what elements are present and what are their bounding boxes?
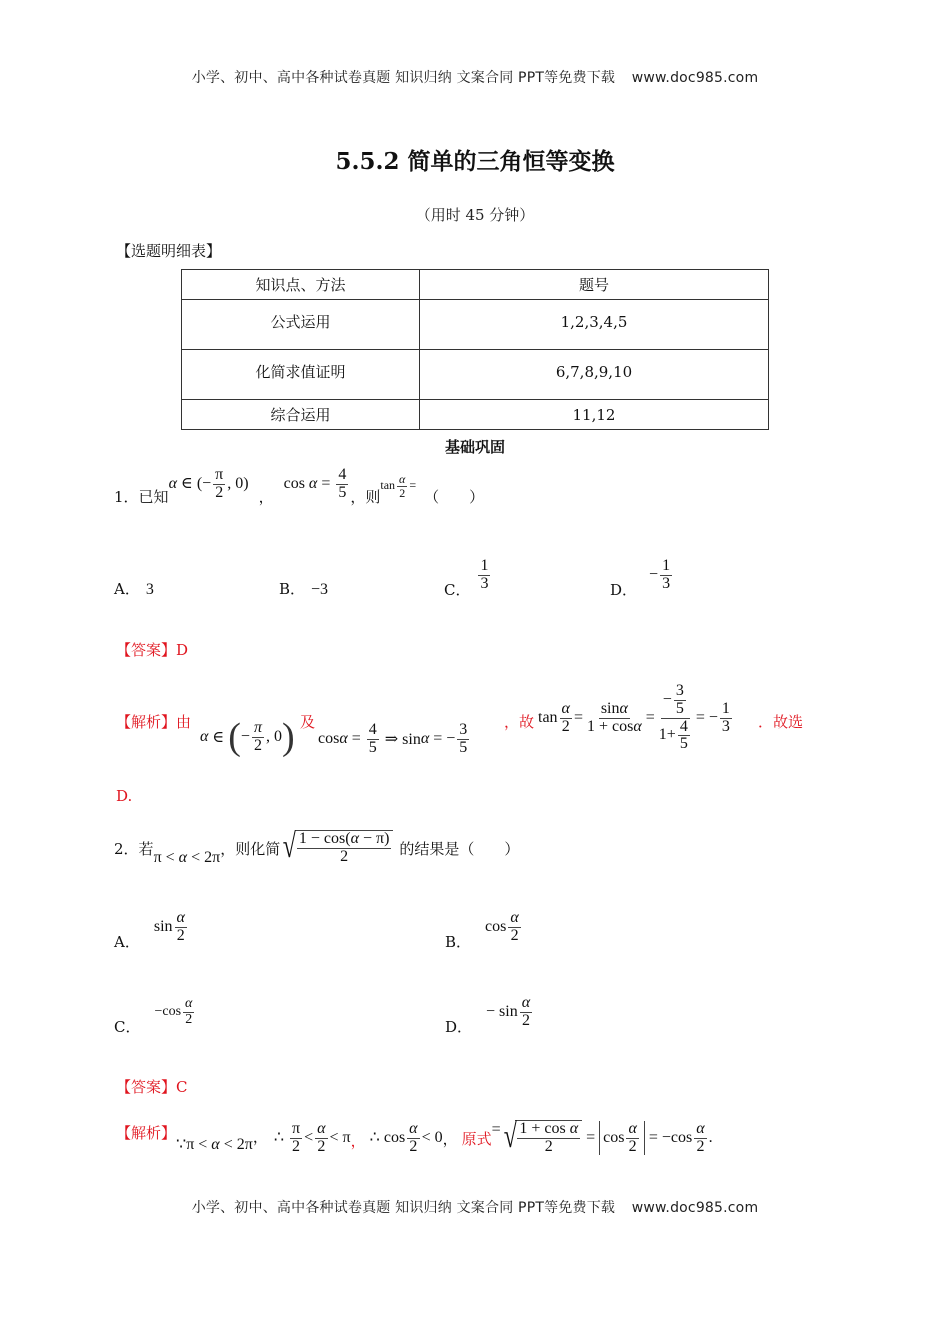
table-header-row <box>182 270 769 300</box>
detail-table-label: 【选题明细表】 <box>116 242 222 260</box>
answer-value: D <box>176 641 189 659</box>
table-cell: 公式运用 <box>182 300 420 350</box>
option-b[interactable]: B． −3 <box>279 580 329 598</box>
table-row <box>182 300 769 350</box>
question-1-answer: 【答案】D <box>116 641 189 659</box>
math-result: tan $\frac{\alpha}{2}$ = $\frac{\sin\alpha}{1 + \cos\alpha}$ = − $\frac{3}{5}$ 1+ $\frac{4}{5}$ = − $\frac{1}{3}$ <box>538 681 730 753</box>
section-heading: 基础巩固 <box>444 438 505 456</box>
header-banner <box>0 67 950 87</box>
table-cell: 化简求值证明 <box>182 350 420 400</box>
question-2-options <box>114 902 814 1042</box>
question-1-stem: 1． 已知 α ∈ (− $\frac{\pi}{2}$ , 0) ， cos α = $\frac{4}{5}$ ，则 tan $\frac{\alpha}{2}$ = （ ） <box>114 465 485 506</box>
table-cell: 综合运用 <box>182 400 420 430</box>
math-step: ∴ cos $\frac{\alpha}{2}$ < 0 <box>369 1119 443 1155</box>
table-header-cell: 题号 <box>420 270 769 300</box>
table-cell: 11,12 <box>420 400 769 430</box>
option-a[interactable]: A． sin $\frac{\alpha}{2}$ <box>114 908 185 951</box>
footer-banner <box>0 1197 950 1217</box>
math-condition: cos α = $\frac{4}{5}$ <box>283 465 347 501</box>
question-1-analysis: 【解析】由 α ∈ ( − $\frac{\pi}{2}$ , 0 ) 及 cos α = $\frac{4}{5}$ ⇒ sin α = − $\frac{3}{5}$ ，故 tan $\frac{\alpha}{2}$ = $\frac{\sin\alpha}{1 + \cos\alpha}$ = − $\frac{3}{5}$ 1+ $\frac{4}{5}$ = − $\frac{1}{3}$ ．故选 <box>116 668 836 768</box>
question-number: 2． <box>114 839 139 858</box>
table-header-cell: 知识点、方法 <box>182 270 420 300</box>
option-c[interactable]: C． $\frac{1}{3}$ <box>444 556 489 599</box>
math-step: ∵π < α < 2π <box>176 1136 253 1153</box>
math-condition: π < α < 2π <box>153 849 221 866</box>
answer-value: C <box>176 1078 188 1096</box>
header-banner-text: 小学、初中、高中各种试卷真题 知识归纳 文案合同 PPT等免费下载 <box>191 70 616 86</box>
math-step: ∴ $\frac{\pi}{2}$ < $\frac{\alpha}{2}$ < π <box>273 1119 351 1155</box>
header-banner-url[interactable]: www.doc985.com <box>631 70 759 86</box>
footer-banner-url[interactable]: www.doc985.com <box>631 1200 759 1216</box>
option-d[interactable]: D． − sin $\frac{\alpha}{2}$ <box>445 993 531 1036</box>
table-row <box>182 350 769 400</box>
math-ask: tan $\frac{\alpha}{2}$ = <box>380 471 417 500</box>
table-cell: 1,2,3,4,5 <box>420 300 769 350</box>
analysis-label: 【解析】 <box>116 713 177 731</box>
question-2-answer: 【答案】C <box>116 1078 188 1096</box>
question-1-options <box>114 550 814 600</box>
table-row <box>182 400 769 430</box>
table-cell: 6,7,8,9,10 <box>420 350 769 400</box>
option-b[interactable]: B． cos $\frac{\alpha}{2}$ <box>445 908 519 951</box>
analysis-label: 【解析】 <box>116 1123 177 1142</box>
document-subtitle: （用时 45 分钟） <box>415 206 535 224</box>
question-2-stem: 2． 若 π < α < 2π ，则化简 √ $\frac{1 - \cos(\alpha - \pi)}{2}$ 的结果是（ ） <box>114 828 520 866</box>
detail-table <box>181 269 769 430</box>
math-derivation: cos α = $\frac{4}{5}$ ⇒ sin α = − $\frac{3}{5}$ <box>318 721 468 756</box>
document-title: 5.5.2 简单的三角恒等变换 <box>335 148 615 175</box>
option-c[interactable]: C． −cos $\frac{\alpha}{2}$ <box>114 995 193 1036</box>
math-expression: √ $\frac{1 - \cos(\alpha - \pi)}{2}$ <box>280 830 393 866</box>
math-condition: α ∈ (− $\frac{\pi}{2}$ , 0) <box>168 465 249 501</box>
question-2-analysis: 【解析】 ∵π < α < 2π ， ∴ $\frac{\pi}{2}$ < $\frac{\alpha}{2}$ < π ， ∴ cos $\frac{\alpha}{2}$ < 0 ， 原式 = √ $\frac{\text{1 + cos α}}{2}$ = cos $\frac{\alpha}{2}$ = −cos $\frac{\alpha}{2}$ . <box>116 1118 713 1156</box>
math-result: = √ $\frac{\text{1 + cos α}}{2}$ = cos $\frac{\alpha}{2}$ = −cos $\frac{\alpha}{2}$ . <box>491 1118 713 1156</box>
footer-banner-text: 小学、初中、高中各种试卷真题 知识归纳 文案合同 PPT等免费下载 <box>191 1200 616 1216</box>
option-d[interactable]: D． − $\frac{1}{3}$ <box>610 556 671 599</box>
question-number: 1． <box>114 487 139 506</box>
math-condition: α ∈ ( − $\frac{\pi}{2}$ , 0 ) <box>200 716 295 758</box>
option-a[interactable]: A． 3 <box>114 580 154 598</box>
